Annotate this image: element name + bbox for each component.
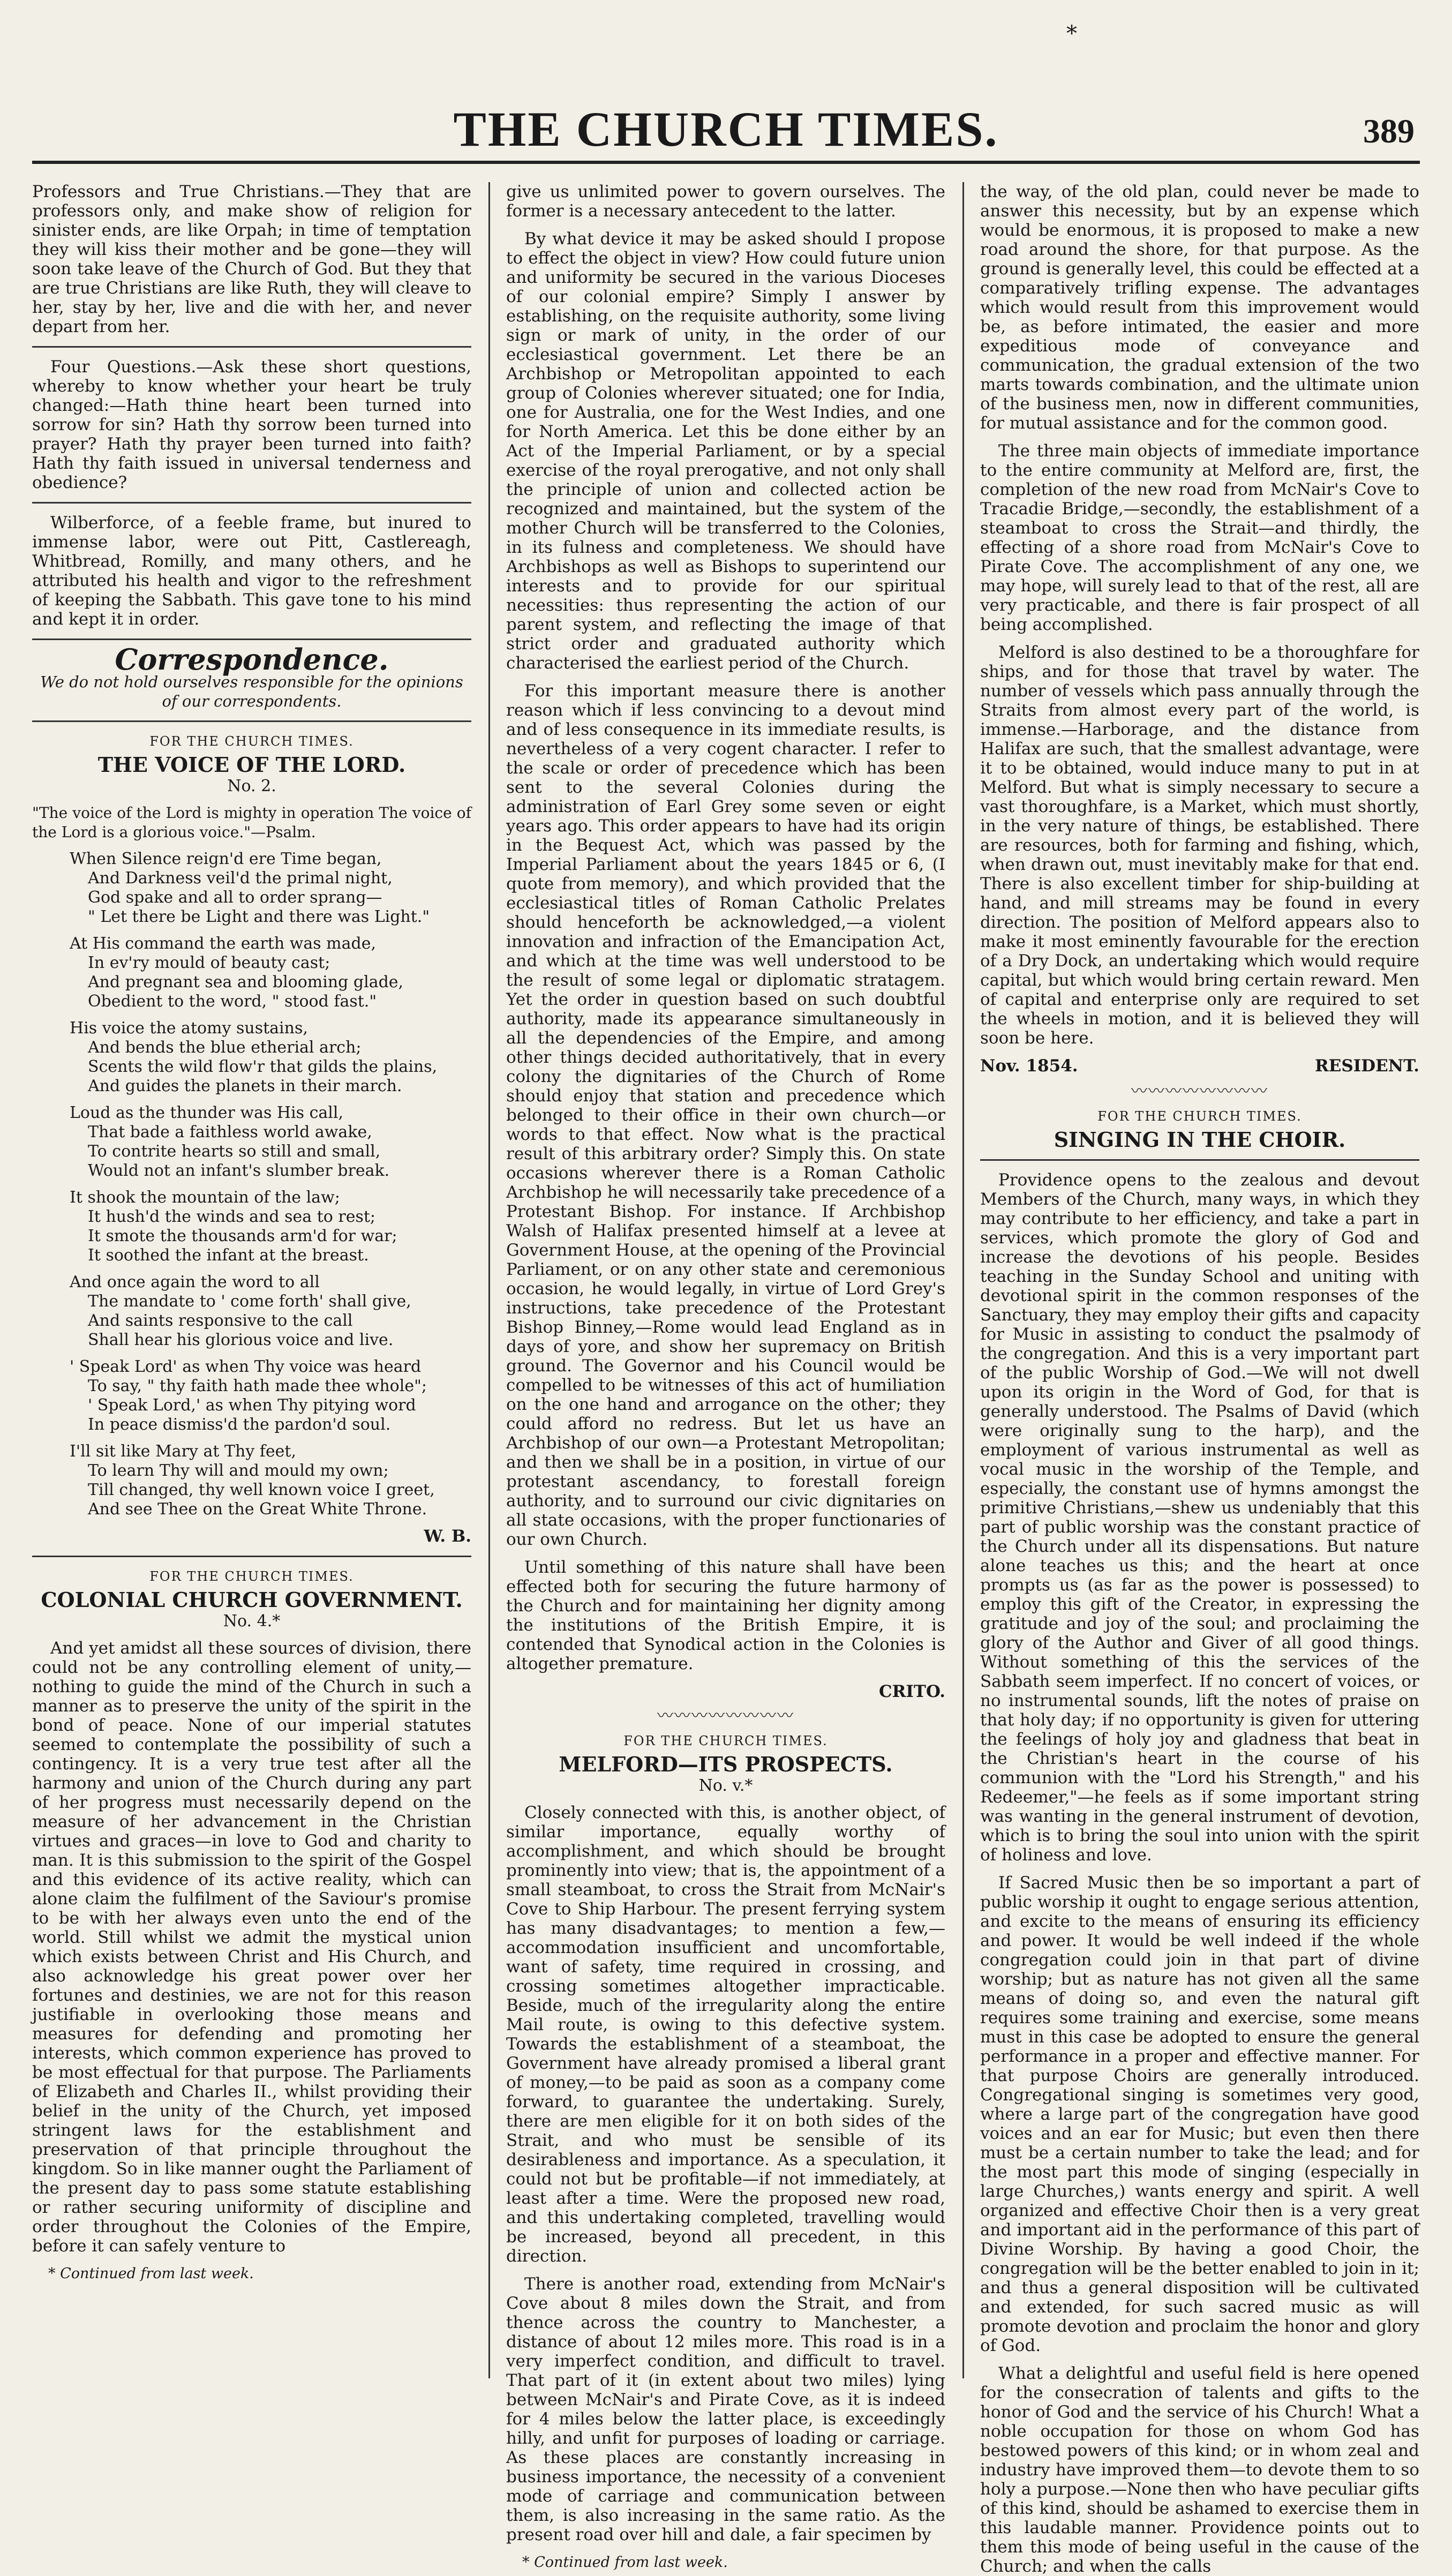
poem-line: ' Speak Lord,' as when Thy pitying word (88, 1396, 416, 1415)
signature-resident: RESIDENT. (1315, 1056, 1419, 1076)
poem-line: And see Thee on the Great White Throne. (88, 1500, 427, 1519)
divider (32, 1556, 471, 1557)
section-banner: FOR THE CHURCH TIMES. (1097, 1109, 1302, 1124)
article-number: No. v.* (698, 1776, 753, 1795)
correspondence-heading: Correspondence. (115, 642, 389, 677)
ornamental-divider: 〰〰〰〰〰〰〰〰 (657, 1707, 794, 1725)
poem-line: ' Speak Lord' as when Thy voice was heard (70, 1357, 422, 1376)
poem-line: And saints responsive to the call (88, 1311, 353, 1330)
article-paragraph: Melford is also destined to be a thoroughfare for ships, and for those that travel by water. The number of vessels which pass annually through the Straits from almost every part of the world, is immense.—Harborage, and the distance from Halifax are such, that the smallest advantage, were it to be obtained, would induce many to put in at Melford. But what is simply necessary to secure a vast thoroughfare, is a Market, which must shortly, in the very nature of things, be established. There are resources, both for farming and fishing, which, when drawn out, must inevitably make for that end. There is also excellent timber for ship-building at hand, and mill streams may be found in every direction. The position of Melford appears also to make it most eminently favourable for the erection of a Dry Dock, an undertaking which would require capital, but which would bring certain reward. Men of capital and enterprise only are required to set the wheels in motion, and it is believed they will soon be here. (980, 643, 1419, 1048)
poem-line: To learn Thy will and mould my own; (88, 1461, 389, 1480)
poem-line: In ev'ry mould of beauty cast; (88, 953, 330, 972)
poem-line: And once again the word to all (70, 1273, 320, 1291)
poem-line: To contrite hearts so still and small, (88, 1142, 381, 1161)
poem-line: Obedient to the word, " stood fast." (88, 992, 377, 1011)
article-number: No. 4.* (223, 1612, 281, 1631)
poem-line: His voice the atomy sustains, (70, 1019, 308, 1038)
poem-epigraph: "The voice of the Lord is mighty in operation The voice of the Lord is a glorious voice."—Psalm. (32, 804, 471, 841)
stanza-break (70, 1435, 471, 1442)
poem-line: Scents the wild flow'r that gilds the plains, (88, 1057, 438, 1076)
ornamental-divider: 〰〰〰〰〰〰〰〰 (1131, 1082, 1268, 1101)
poem-number: No. 2. (227, 777, 276, 795)
poem-line: And bends the blue etherial arch; (88, 1038, 362, 1057)
column-rule-1 (488, 182, 490, 2378)
poem-line: It shook the mountain of the law; (70, 1188, 340, 1207)
divider (32, 346, 471, 348)
stanza-break (70, 1181, 471, 1188)
newspaper-title: THE CHURCH TIMES. (453, 102, 999, 156)
poem-line: " Let there be Light and there was Light." (88, 907, 430, 926)
poem-line: It soothed the infant at the breast. (88, 1246, 369, 1265)
divider (32, 720, 471, 722)
divider (32, 639, 471, 640)
stanza-break (70, 1350, 471, 1357)
poem-line: The mandate to ' come forth' shall give, (88, 1292, 411, 1311)
article-paragraph: By what device it may be asked should I propose to effect the object in view? How could future union and uniformity be secured in the various Dioceses of our colonial empire? Simply I answer by establishing, on the requisite authority, some living sign or mark of unity, in the order of our ecclesiastical government. Let there be an Archbishop or Metropolitan appointed to each group of Colonies wherever situated; one for India, one for Australia, one for the West Indies, and one for North America. Let this be done either by an Act of the Imperial Parliament, or by a special exercise of the royal prerogative, and not only shall the principle of union and collected action be recognized and maintained, but the system of the mother Church will be transferred to the Colonies, in its fulness and completeness. We should have Archbishops as well as Bishops to superintend our interests and to provide for our spiritual necessities: thus representing the action of our parent system, and reflecting the image of that strict order and graduated authority which characterised the earliest period of the Church. (506, 229, 945, 673)
stanza-break (70, 1265, 471, 1273)
poem-line: It hush'd the winds and sea to rest; (88, 1207, 376, 1226)
poem-line: In peace dismiss'd the pardon'd soul. (88, 1415, 391, 1434)
divider (980, 1159, 1419, 1161)
article-continued: give us unlimited power to govern ourselves. The former is a necessary antecedent to the latter. (506, 182, 945, 221)
article-title-singing: SINGING IN THE CHOIR. (1054, 1128, 1346, 1152)
poem-line: That bade a faithless world awake, (88, 1123, 372, 1141)
poem-line: Loud as the thunder was His call, (70, 1103, 343, 1122)
poem-line: Till changed, thy well known voice I greet, (88, 1481, 435, 1499)
top-mark: * (1066, 21, 1077, 46)
column-1 (32, 182, 471, 2389)
column-3 (980, 182, 1419, 2576)
article-paragraph: If Sacred Music then be so important a part of public worship it ought to engage serious attention, and excite to the means of ensuring its efficiency and power. It would be well indeed if the whole congregation could join in that part of divine worship; but as nature has not given all the same means of doing so, and even the natural gift requires some training and exercise, some means must in this case be adopted to ensure the general performance in a proper and effective manner. For that purpose Choirs are generally introduced. Congregational singing is sometimes very good, where a large part of the congregation have good voices and an ear for Music; but even then there must be a certain number to take the lead; and for the most part this mode of singing (especially in large Churches,) wants energy and spirit. A well organized and effective Choir then is a very great and important aid in the performance of this part of Divine Worship. By having a good Choir, the congregation will be the better enabled to join in it; and thus a general disposition will be cultivated and extended, for such sacred music as will promote devotion and proclaim the honor and glory of God. (980, 1873, 1419, 2355)
poem-line: And Darkness veil'd the primal night, (88, 869, 393, 888)
poem-line: I'll sit like Mary at Thy feet, (70, 1442, 296, 1461)
divider (32, 502, 471, 504)
poem-line: At His command the earth was made, (70, 934, 377, 953)
article-paragraph: Until something of this nature shall have been effected both for securing the future harmony of the Church and for maintaining her dignity among the institutions of the British Empire, it is contended that Synodical action in the Colonies is altogether premature. (506, 1558, 945, 1673)
article-paragraph: The three main objects of immediate importance to the entire community at Melford are, first, the completion of the new road from McNair's Cove to Tracadie Bridge,—secondly, the establishment of a steamboat to cross the Strait—and thirdly, the effecting of a shore road from McNair's Cove to Pirate Cove. The accomplishment of any one, we may hope, will surely lead to that of the rest, all are very practicable, and there is fair prospect of all being accomplished. (980, 441, 1419, 634)
footnote: * Continued from last week. (522, 2554, 728, 2571)
poem-line: To say, " thy faith hath made thee whole"; (88, 1377, 427, 1395)
article-paragraph: Closely connected with this, is another object, of similar importance, equally worthy of accomplishment, and which should be brought prominently into view; that is, the appointment of a small steamboat, to cross the Strait from McNair's Cove to Ship Harbour. The present ferrying system has many disadvantages; to mention a few,—accommodation insufficient and uncomfortable, want of safety, time required in crossing, and crossing sometimes altogether impracticable. Beside, much of the irregularity along the entire Mail route, is owing to this defective system. Towards the establishment of a steamboat, the Government have already promised a liberal grant of money,—to be paid as soon as a company come forward, to guarantee the undertaking. Surely, there are men eligible for it on both sides of the Strait, and who must be sensible of its desirableness and importance. As a speculation, it could not but be profitable—if not immediately, at least after a time. Were the proposed new road, and this undertaking completed, travelling would be increased, beyond all precedent, in this direction. (506, 1803, 945, 2266)
column-rule-2 (962, 182, 964, 2378)
poem-line: Shall hear his glorious voice and live. (88, 1331, 394, 1349)
poem-line: God spake and all to order sprang— (88, 888, 382, 907)
signature-crito: CRITO. (879, 1682, 945, 1701)
poem-line: And pregnant sea and blooming glade, (88, 973, 404, 992)
article-paragraph: For this important measure there is another reason which if less convincing to a devout mind and of less consequence in its immediate results, is nevertheless of a very cogent character. I refer to the scale or order of precedence which has been sent to the several Colonies during the administration of Earl Grey some seven or eight years ago. This order appears to have had its origin in the Bequest Act, which was passed by the Imperial Parliament about the years 1845 or 6, (I quote from memory), and which provided that the ecclesiastical titles of Roman Catholic Prelates should henceforth be acknowledged,—a violent innovation and infraction of the Emancipation Act, and which at the time was well understood to be the result of some legal or diplomatic stratagem. Yet the order in question based on such doubtful authority, made its appearance simultaneously in all the dependencies of the Empire, and among other things decided authoritatively, that in every colony the dignitaries of the Church of Rome should enjoy that station and precedence which belonged to their office in their own church—or words to that effect. Now what is the practical result of this arbitrary order? Simply this. On state occasions wherever there is a Roman Catholic Archbishop he will necessarily take precedence of a Protestant Bishop. For instance. If Archbishop Walsh of Halifax presented himself at a levee at Government House, at the opening of the Provincial Parliament, or on any other state and ceremonious occasion, he would legally, in virtue of Lord Grey's instructions, take precedence of the Protestant Bishop Binney,—Rome would lead England as in days of yore, and show her supremacy on British ground. The Governor and his Council would be compelled to be witnesses of this act of humiliation on the one hand and arrogance on the other; they could afford no redress. But let us have an Archbishop of our own—a Protestant Metropolitan; and then we shall be in a position, in virtue of our protestant ascendancy, to forestall foreign authority, and to surround our civic dignitaries on all state occasions, with the proper functionaries of our own Church. (506, 681, 945, 1549)
article-paragraph: There is another road, extending from McNair's Cove about 8 miles down the Strait, and from thence across the country to Manchester, a distance of about 12 miles more. This road is in a very imperfect condition, and difficult to travel. That part of it (in extent about two miles) lying between McNair's and Pirate Cove, as it is indeed for 4 miles below the latter place, is exceedingly hilly, and unfit for purposes of loading or carriage. As these places are constantly increasing in business importance, the necessity of a convenient mode of carriage and communication between them, is also increasing in the same ratio. As the present road over hill and dale, a fair specimen by (506, 2274, 945, 2544)
section-banner: FOR THE CHURCH TIMES. (623, 1733, 828, 1748)
section-banner: FOR THE CHURCH TIMES. (149, 734, 354, 749)
poem-line: And guides the planets in their march. (88, 1077, 402, 1095)
poem-title: THE VOICE OF THE LORD. (97, 753, 406, 777)
article-title-melford: MELFORD—ITS PROSPECTS. (559, 1752, 893, 1776)
correspondence-disclaimer: We do not hold ourselves responsible for the opinions of our correspondents. (40, 673, 463, 710)
article-paragraph: Providence opens to the zealous and devout Members of the Church, many ways, in which they may contribute to her efficiency, and take a part in services, which promote the glory of God and increase the devotions of his people. Besides teaching in the Sunday School and uniting with devotional spirit in the common responses of the Sanctuary, they may employ their gifts and capacity for Music in assisting to conduct the psalmody of the congregation. And this is a very important part of the public Worship of God.—We will not dwell upon its origin in the Word of God, for that is generally understood. The Psalms of David (which were originally sung to the harp), and the employment of various instrumental as well as vocal music in the worship of the Temple, and especially, the constant use of hymns amongst the primitive Christians,—shew us undeniably that this part of public worship was the constant practice of the Church under all its dispensations. But nature alone teaches us this; and the heart at once prompts us (as far as the power is possessed) to employ this gift of the Creator, in expressing the gratitude and joy of the soul; and proclaiming the glory of the Author and Giver of all good things. Without something of this the services of the Sabbath seem imperfect. If no concert of voices, or no instrumental sounds, lift the notes of praise on that holy day; if no opportunity is given for uttering the feelings of holy joy and gladness that beat in the Christian's heart in the course of his communion with the "Lord his Strength," and his Redeemer,"—he feels as if some important string was wanting in the general instrument of devotion, which is to bring the soul into union with the spirit of holiness and love. (980, 1170, 1419, 1865)
article-wilberforce: Wilberforce, of a feeble frame, but inured to immense labor, were out Pitt, Castlereagh, Whitbread, Romilly, and many others, and he attributed his health and vigor to the refreshment of keeping the Sabbath. This gave tone to his mind and kept it in order. (32, 513, 471, 629)
article-title-colonial-church: COLONIAL CHURCH GOVERNMENT. (41, 1588, 463, 1612)
stanza-break (70, 1011, 471, 1019)
date-line: Nov. 1854. (980, 1056, 1078, 1076)
stanza-break (70, 927, 471, 934)
footnote: * Continued from last week. (48, 2265, 254, 2282)
article-colonial-church-body: And yet amidst all these sources of division, there could not be any controlling element of unity,—nothing to guide the mind of the Church in such a manner as to preserve the unity of the spirit in the bond of peace. None of our imperial statutes seemed to contemplate the possibility of such a contingency. It is a very true test after all the harmony and union of the Church during any part of her progress must necessarily depend on the measure of her advancement in the Christian virtues and graces—in love to God and charity to man. It is this submission to the spirit of the Gospel and this evidence of its active reality, which can alone claim the fulfilment of the Saviour's promise to be with her always even unto the end of the world. Still whilst we admit the mystical union which exists between Christ and His Church, and also acknowledge his great power over her fortunes and destinies, we are not for this reason justifiable in overlooking those means and measures for defending and promoting her interests, which common experience has proved to be most effectual for that purpose. The Parliaments of Elizabeth and Charles II., whilst providing their belief in the unity of the Church, yet imposed stringent laws for the establishment and preservation of that principle throughout the kingdom. So in like manner ought the Parliament of the present day to pass some statute establishing or rather securing uniformity of discipline and order throughout the Colonies of the Empire, before it can safely venture to (32, 1639, 471, 2256)
article-paragraph: What a delightful and useful field is here opened for the consecration of talents and gifts to the honor of God and the service of his Church! What a noble occupation for those on whom God has bestowed powers of this kind; or in whom zeal and industry have improved them—to devote them to so holy a purpose.—None then who have peculiar gifts of this kind, should be ashamed to exercise them in this laudable manner. Providence points out to them this mode of being useful in the cause of the Church; and when the calls (980, 2364, 1419, 2576)
article-professors: Professors and True Christians.—They that are professors only, and make show of religion for sinister ends, are like Orpah; in time of temptation they will kiss their mother and be gone—they will soon take leave of the Church of God. But they that are true Christians are like Ruth, they will cleave to her, stay by her, live and die with her, and never depart from her. (32, 182, 471, 336)
section-banner: FOR THE CHURCH TIMES. (149, 1569, 354, 1584)
poem-body (70, 850, 471, 1519)
article-four-questions: Four Questions.—Ask these short questions, whereby to know whether your heart be truly changed:—Hath thine heart been turned into sorrow for sin? Hath thy sorrow been turned into prayer? Hath thy prayer been turned into faith? Hath thy faith issued in universal tenderness and obedience? (32, 357, 471, 492)
page-number: 389 (1363, 112, 1415, 150)
poem-line: It smote the thousands arm'd for war; (88, 1227, 397, 1245)
poem-line: When Silence reign'd ere Time began, (70, 850, 382, 868)
poem-signature: W. B. (424, 1527, 471, 1546)
column-2 (506, 182, 945, 2571)
stanza-break (70, 1096, 471, 1103)
signature-row (980, 1056, 1419, 1076)
masthead (32, 21, 1420, 164)
article-continued: the way, of the old plan, could never be made to answer this necessity, but by an expense which would be enormous, it is proposed to make a new road around the shore, for that purpose. As the ground is generally level, this could be effected at a comparatively trifling expense. The advantages which would result from this improvement would be, as before intimated, the easier and more expeditious mode of conveyance and communication, the gradual extension of the two marts towards combination, and the ultimate union of the business men, now in different communities, for mutual assistance and for the common good. (980, 182, 1419, 433)
poem-line: Would not an infant's slumber break. (88, 1161, 390, 1180)
